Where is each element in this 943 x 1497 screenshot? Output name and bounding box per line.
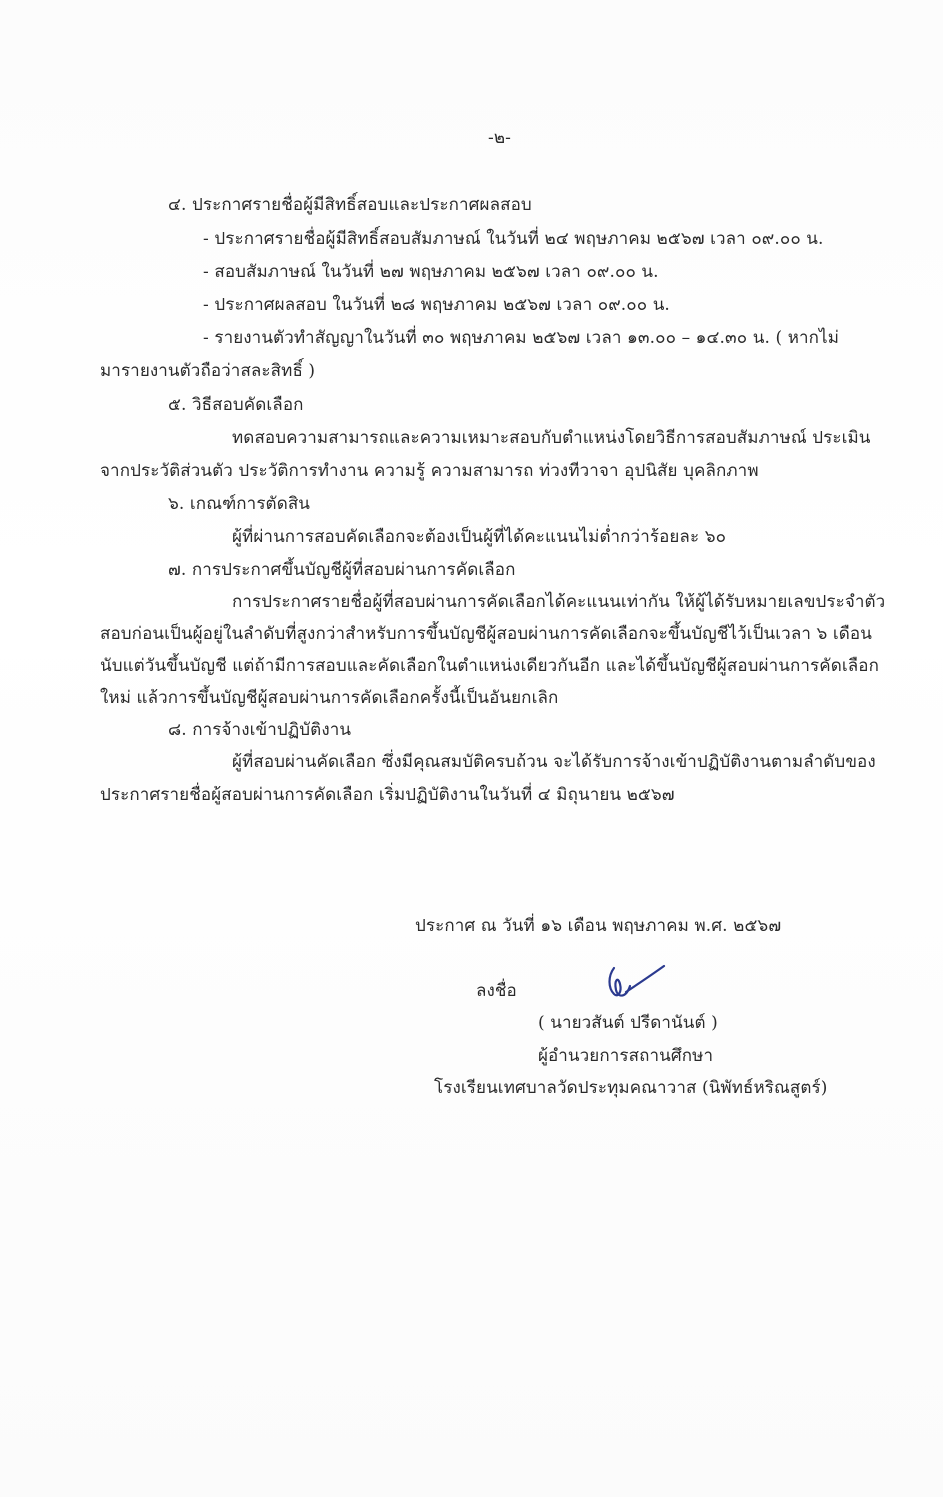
section-7-body-line-2: สอบก่อนเป็นผู้อยู่ในลำดับที่สูงกว่าสำหรับการขึ้นบัญชีผู้สอบผ่านการคัดเลือกจะขึ้นบัญชีไว้เป็นเวลา ๖ เดือน <box>100 624 872 644</box>
announcement-date: ประกาศ ณ วันที่ ๑๖ เดือน พฤษภาคม พ.ศ. ๒๕๖๗ <box>415 916 782 936</box>
signature-label: ลงชื่อ <box>476 981 517 1001</box>
handwritten-signature <box>600 962 672 1006</box>
section-7-body-line-4: ใหม่ แล้วการขึ้นบัญชีผู้สอบผ่านการคัดเลือกครั้งนี้เป็นอันยกเลิก <box>100 688 559 708</box>
section-6-heading: ๖. เกณฑ์การตัดสิน <box>168 494 311 514</box>
section-5-heading: ๕. วิธีสอบคัดเลือก <box>168 395 304 415</box>
section-8-body-line-2: ประกาศรายชื่อผู้สอบผ่านการคัดเลือก เริ่มปฏิบัติงานในวันที่ ๔ มิถุนายน ๒๕๖๗ <box>100 785 675 805</box>
section-4-item-4: - รายงานตัวทำสัญญาในวันที่ ๓๐ พฤษภาคม ๒๕๖๗ เวลา ๑๓.๐๐ – ๑๔.๓๐ น. ( หากไม่ <box>203 328 839 348</box>
section-8-body-line-1: ผู้ที่สอบผ่านคัดเลือก ซึ่งมีคุณสมบัติครบถ้วน จะได้รับการจ้างเข้าปฏิบัติงานตามลำดับของ <box>232 752 876 772</box>
section-7-heading: ๗. การประกาศขึ้นบัญชีผู้ที่สอบผ่านการคัดเลือก <box>168 560 516 580</box>
section-5-body-line-2: จากประวัติส่วนตัว ประวัติการทำงาน ความรู้ ความสามารถ ท่วงทีวาจา อุปนิสัย บุคลิกภาพ <box>100 461 759 481</box>
section-7-body-line-1: การประกาศรายชื่อผู้ที่สอบผ่านการคัดเลือกได้คะแนนเท่ากัน ให้ผู้ได้รับหมายเลขประจำตัว <box>232 592 886 612</box>
section-4-item-2: - สอบสัมภาษณ์ ในวันที่ ๒๗ พฤษภาคม ๒๕๖๗ เวลา ๐๙.๐๐ น. <box>203 262 659 282</box>
page-number: -๒- <box>488 128 511 148</box>
section-4-item-4-continued: มารายงานตัวถือว่าสละสิทธิ์ ) <box>100 361 316 381</box>
signer-position: ผู้อำนวยการสถานศึกษา <box>538 1046 714 1066</box>
section-7-body-line-3: นับแต่วันขึ้นบัญชี แต่ถ้ามีการสอบและคัดเลือกในตำแหน่งเดียวกันอีก และได้ขึ้นบัญชีผู้สอบผ่านการคัดเลือก <box>100 656 879 676</box>
signer-name: ( นายวสันต์ ปรีดานันต์ ) <box>538 1013 718 1033</box>
section-4-item-1: - ประกาศรายชื่อผู้มีสิทธิ์สอบสัมภาษณ์ ในวันที่ ๒๔ พฤษภาคม ๒๕๖๗ เวลา ๐๙.๐๐ น. <box>203 229 824 249</box>
section-6-body: ผู้ที่ผ่านการสอบคัดเลือกจะต้องเป็นผู้ที่ได้คะแนนไม่ต่ำกว่าร้อยละ ๖๐ <box>232 527 727 547</box>
school-name: โรงเรียนเทศบาลวัดประทุมคณาวาส (นิพัทธ์หริณสูตร์) <box>434 1078 828 1098</box>
section-4-item-3: - ประกาศผลสอบ ในวันที่ ๒๘ พฤษภาคม ๒๕๖๗ เวลา ๐๙.๐๐ น. <box>203 295 670 315</box>
section-8-heading: ๘. การจ้างเข้าปฏิบัติงาน <box>168 720 352 740</box>
section-4-heading: ๔. ประกาศรายชื่อผู้มีสิทธิ์สอบและประกาศผลสอบ <box>168 195 532 215</box>
section-5-body-line-1: ทดสอบความสามารถและความเหมาะสอบกับตำแหน่งโดยวิธีการสอบสัมภาษณ์ ประเมิน <box>232 428 871 448</box>
